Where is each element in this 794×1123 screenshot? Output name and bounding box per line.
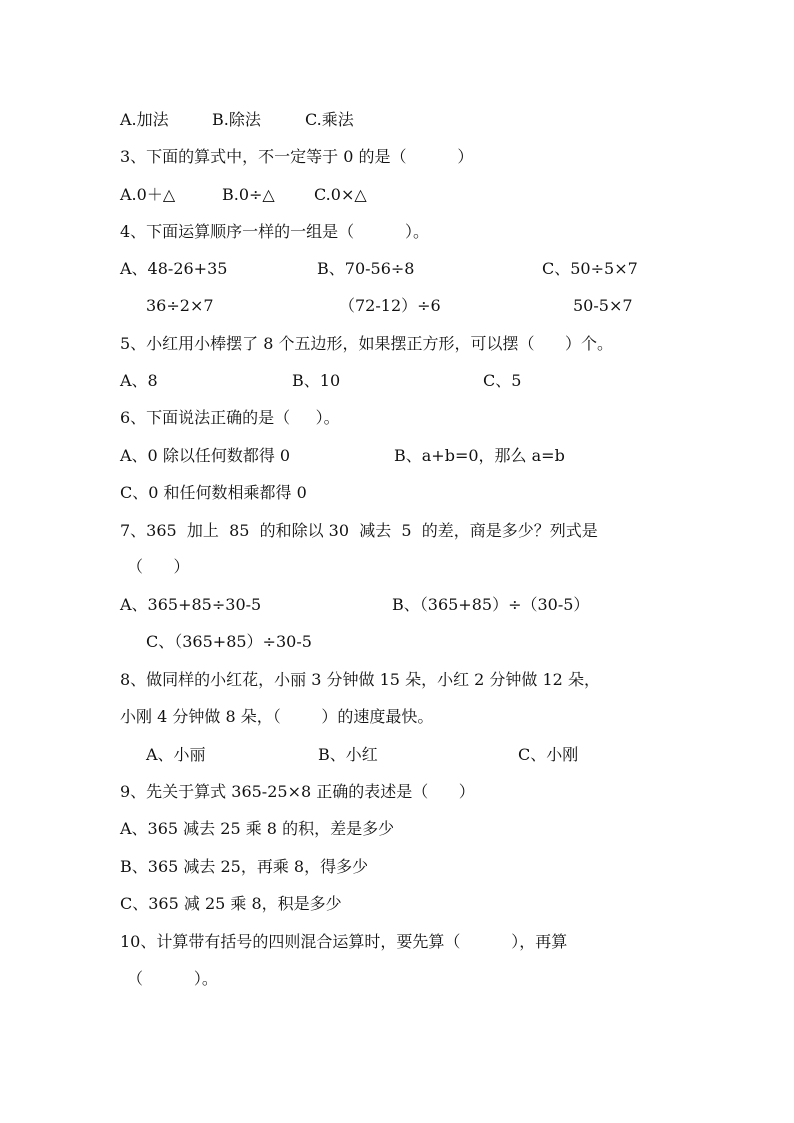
text-line-l10-opt0: A、0 除以任何数都得 0	[120, 446, 291, 465]
text-line-l2: 3、下面的算式中，不一定等于 0 的是（ ）	[120, 147, 474, 166]
text-line-l14-opt0: A、365+85÷30-5	[120, 595, 262, 614]
text-line-l18-opt0: A、小丽	[146, 745, 206, 764]
text-line-l3-opt2: C.0×△	[314, 185, 367, 204]
text-line-l3-opt0: A.0＋△	[120, 185, 176, 204]
text-line-l7: 5、小红用小棒摆了 8 个五边形，如果摆正方形，可以摆（ ）个。	[120, 334, 614, 353]
text-line-l20: A、365 减去 25 乘 8 的积，差是多少	[120, 819, 395, 838]
text-line-l1-opt1: B.除法	[212, 110, 261, 129]
text-line-l6-opt2: 50-5×7	[573, 296, 633, 315]
text-line-l8-opt2: C、5	[483, 371, 522, 390]
text-line-l18-opt1: B、小红	[318, 745, 378, 764]
text-line-l1-opt2: C.乘法	[305, 110, 354, 129]
text-line-l13: （ ）	[127, 557, 190, 576]
text-line-l19: 9、先关于算式 365-25×8 正确的表述是（ ）	[120, 782, 475, 801]
text-line-l5-opt1: B、70-56÷8	[317, 259, 415, 278]
text-line-l1-opt0: A.加法	[120, 110, 169, 129]
text-line-l18-opt2: C、小刚	[518, 745, 579, 764]
text-line-l10-opt1: B、a+b=0，那么 a=b	[394, 446, 565, 465]
text-line-l4: 4、下面运算顺序一样的一组是（ ）。	[120, 222, 430, 241]
text-line-l17: 小刚 4 分钟做 8 朵，（ ）的速度最快。	[120, 707, 434, 726]
text-line-l6-opt0: 36÷2×7	[146, 296, 214, 315]
text-line-l24: （ ）。	[127, 969, 218, 988]
text-line-l14-opt1: B、（365+85）÷（30-5）	[392, 595, 590, 614]
text-line-l11: C、0 和任何数相乘都得 0	[120, 483, 307, 502]
text-line-l6-opt1: （72-12）÷6	[339, 296, 441, 315]
text-line-l8-opt0: A、8	[120, 371, 158, 390]
text-line-l5-opt0: A、48-26+35	[120, 259, 228, 278]
text-line-l5-opt2: C、50÷5×7	[542, 259, 638, 278]
text-line-l21: B、365 减去 25，再乘 8，得多少	[120, 857, 369, 876]
text-line-l9: 6、下面说法正确的是（ ）。	[120, 408, 340, 427]
text-line-l8-opt1: B、10	[292, 371, 341, 390]
text-line-l23: 10、计算带有括号的四则混合运算时，要先算（ ），再算	[120, 932, 568, 951]
text-line-l22: C、365 减 25 乘 8，积是多少	[120, 894, 342, 913]
text-line-l15: C、（365+85）÷30-5	[146, 632, 312, 651]
text-line-l3-opt1: B.0÷△	[222, 185, 275, 204]
text-line-l12: 7、365 加上 85 的和除以 30 减去 5 的差，商是多少？列式是	[120, 521, 598, 540]
text-line-l16: 8、做同样的小红花，小丽 3 分钟做 15 朵，小红 2 分钟做 12 朵，	[120, 670, 600, 689]
